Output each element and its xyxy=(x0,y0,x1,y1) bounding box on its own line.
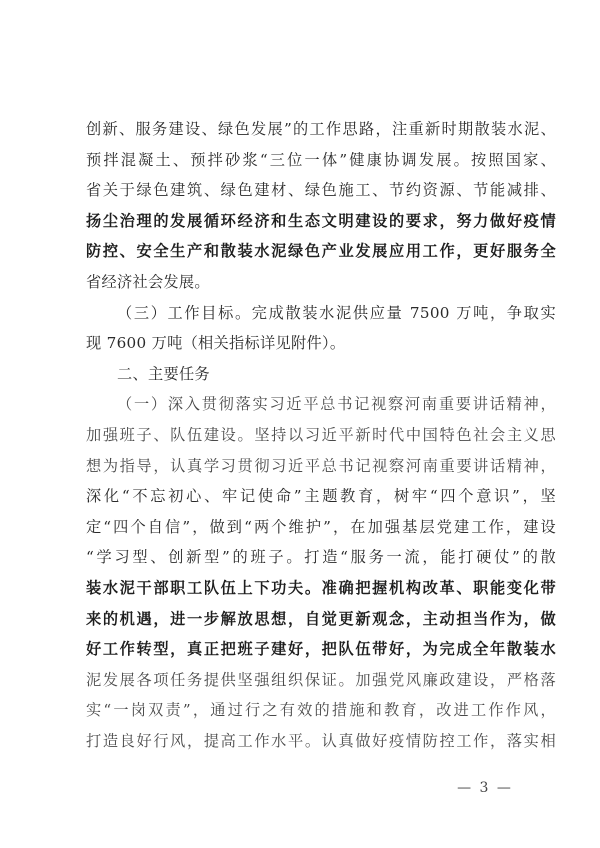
text-line: 泥发展各项任务提供坚强组织保证。加强党风廉政建设，严格落 xyxy=(86,670,556,689)
subsection-heading: （一）深入贯彻落实习近平总书记视察河南重要讲话精神， xyxy=(117,395,556,414)
text-line: 打造良好行风，提高工作水平。认真做好疫情防控工作，落实相 xyxy=(86,731,556,750)
section-heading-main-tasks: 二、主要任务 xyxy=(117,364,210,383)
text-line: “学习型、创新型”的班子。打造“服务一流，能打硬仗”的散 xyxy=(86,548,556,567)
text-line: 装水泥干部职工队伍上下功夫。准确把握机构改革、职能变化带 xyxy=(86,578,556,597)
document-body xyxy=(86,114,556,756)
text-line: 深化“不忘初心、牢记使命”主题教育，树牢“四个意识”，坚 xyxy=(86,487,556,506)
text-line: 想为指导，认真学习贯彻习近平总书记视察河南重要讲话精神， xyxy=(86,456,556,475)
text-line: 省经济社会发展。 xyxy=(86,272,210,291)
text-line: 防控、安全生产和散装水泥绿色产业发展应用工作，更好服务全 xyxy=(86,242,556,261)
page-number: — 3 — xyxy=(457,780,513,796)
text-line: 扬尘治理的发展循环经济和生态文明建设的要求，努力做好疫情 xyxy=(86,211,556,230)
text-line: 预拌混凝土、预拌砂浆“三位一体”健康协调发展。按照国家、 xyxy=(86,150,556,169)
paragraph-work-goal: （三）工作目标。完成散装水泥供应量 7500 万吨，争取实 xyxy=(117,303,556,322)
text-line: 现 7600 万吨（相关指标详见附件）。 xyxy=(86,334,346,353)
text-line: 来的机遇，进一步解放思想，自觉更新观念，主动担当作为，做 xyxy=(86,609,556,628)
text-line: 加强班子、队伍建设。坚持以习近平新时代中国特色社会主义思 xyxy=(86,425,556,444)
text-line: 定“四个自信”，做到“两个维护”，在加强基层党建工作，建设 xyxy=(86,517,556,536)
text-line: 好工作转型，真正把班子建好，把队伍带好，为完成全年散装水 xyxy=(86,640,556,659)
text-line: 创新、服务建设、绿色发展”的工作思路，注重新时期散装水泥、 xyxy=(86,120,556,138)
text-line: 省关于绿色建筑、绿色建材、绿色施工、节约资源、节能减排、 xyxy=(86,181,556,200)
text-line: 实“一岗双责”，通过行之有效的措施和教育，改进工作作风， xyxy=(86,701,556,720)
